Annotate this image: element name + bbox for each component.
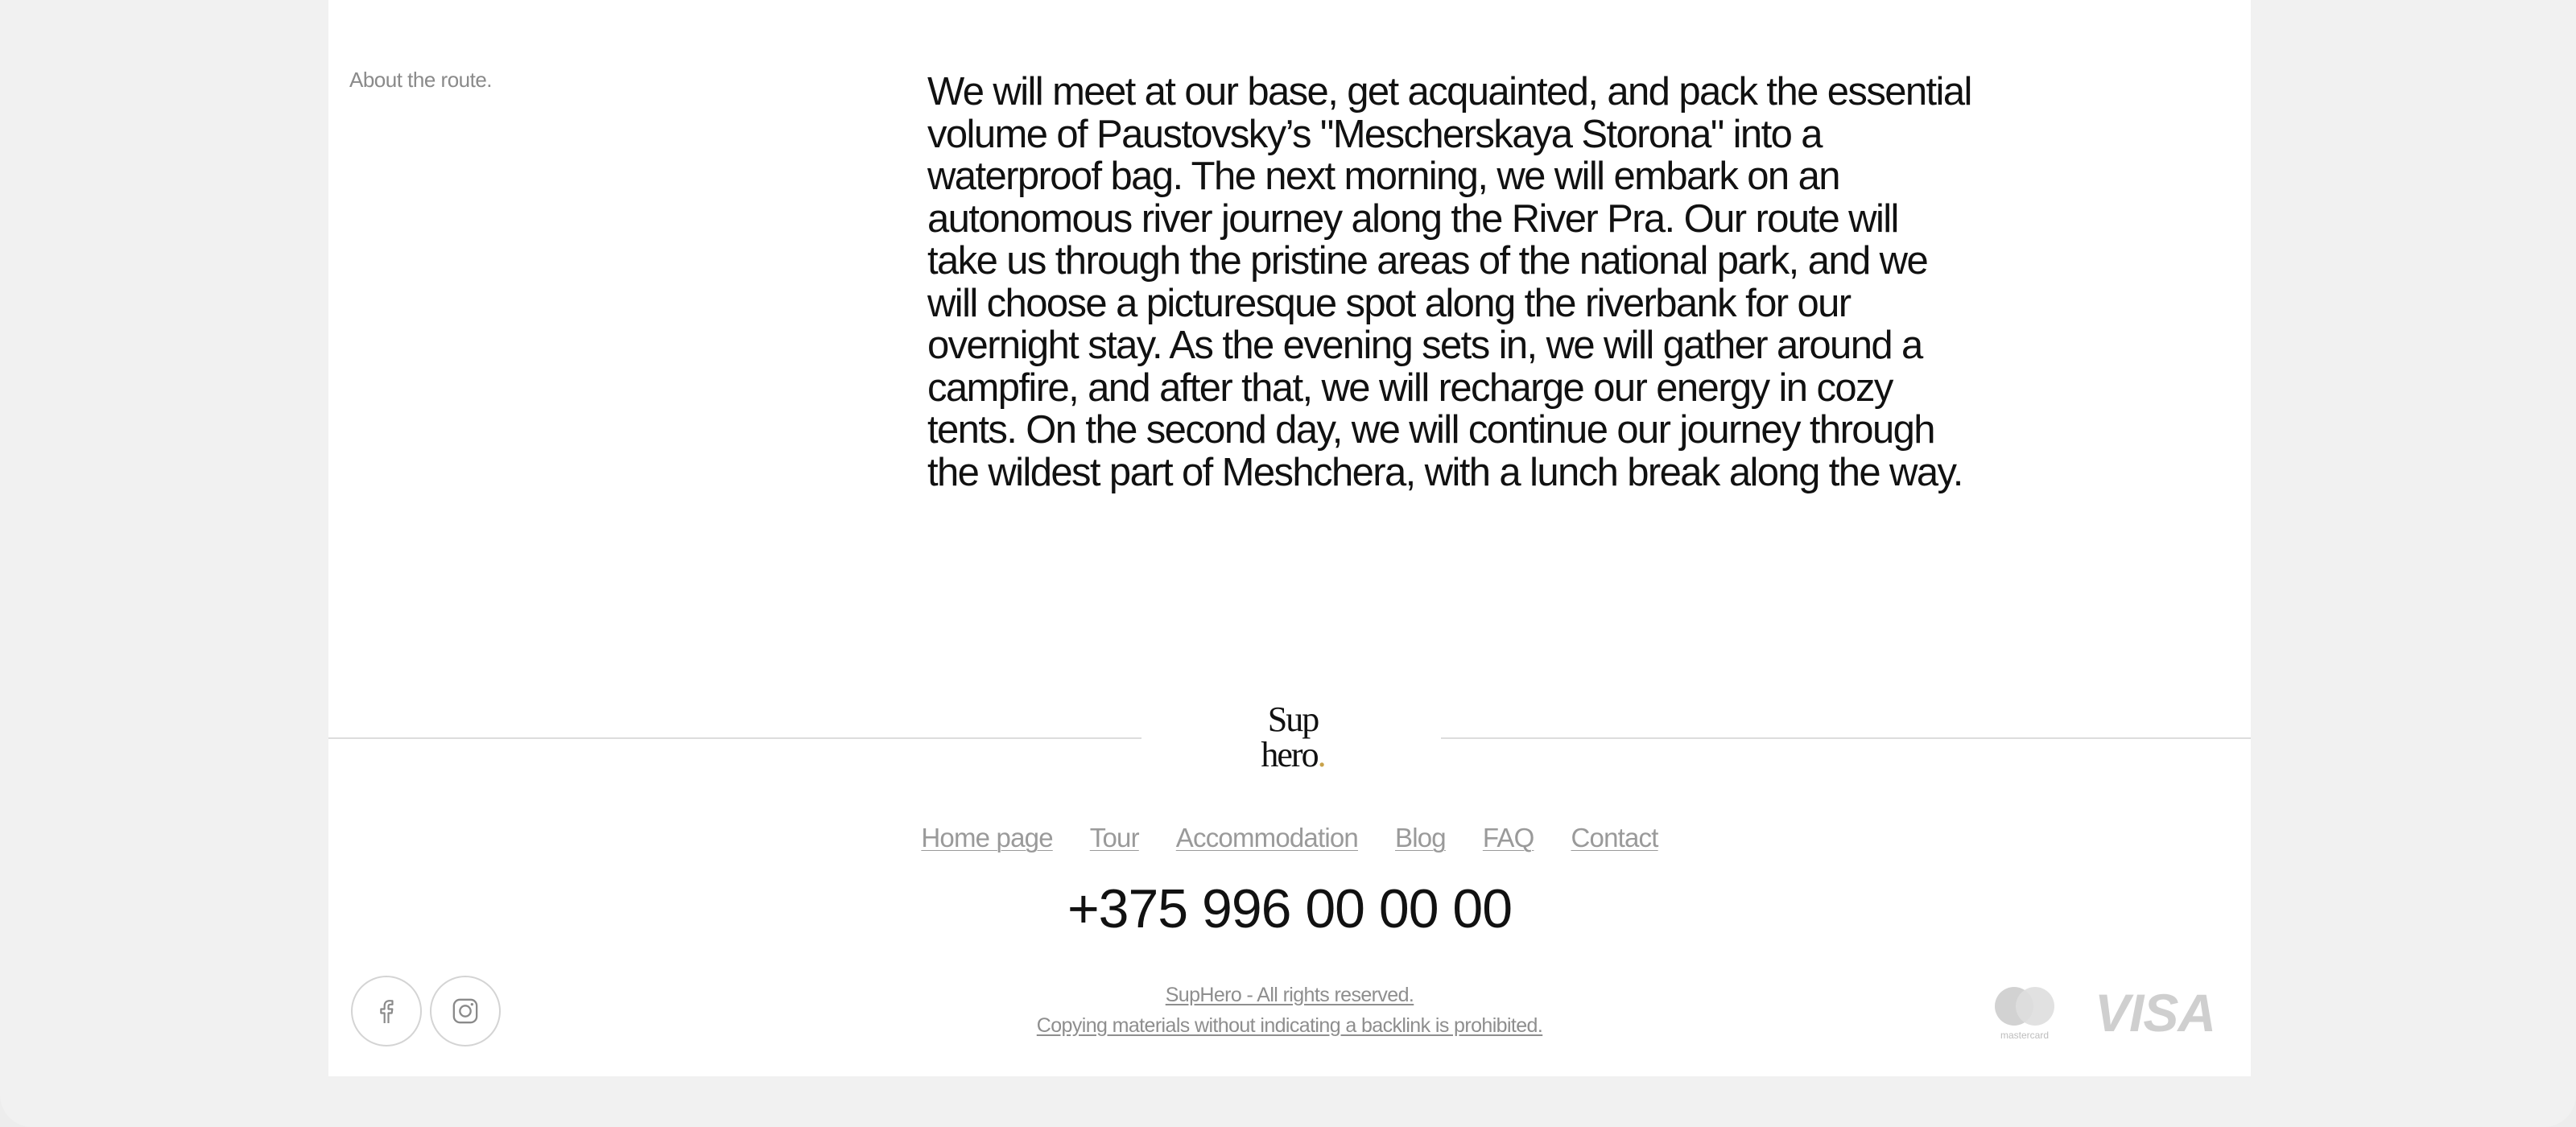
copyright-text[interactable]: SupHero - All rights reserved.	[1165, 984, 1414, 1006]
route-description: We will meet at our base, get acquainted, and pack the essential volume of Paustovsky’s "Mescherskaya Storona" into a waterproof bag. The next morning, we will embark on an autonomous river journey along the River Pra. Our route will take us through the pristine areas of the national park, and we will choose a picturesque spot along the riverbank for our overnight stay. As the evening sets in, we will gather around a campfire, and after that, we will recharge our energy in cozy tents. On the second day, we will continue our journey through the wildest part of Meshchera, with a lunch break along the way.	[927, 70, 1971, 494]
backlink-notice[interactable]: Copying materials without indicating a backlink is prohibited.	[1036, 1014, 1543, 1037]
logo-line-2: hero.	[1261, 735, 1325, 774]
suphero-logo[interactable]	[1245, 702, 1341, 773]
nav-link-tour[interactable]: Tour	[1089, 823, 1139, 852]
footer-nav	[328, 823, 2251, 853]
about-route-label: About the route.	[349, 68, 493, 92]
nav-link-contact[interactable]: Contact	[1571, 823, 1658, 852]
visa-icon: VISA	[2095, 983, 2216, 1042]
phone-number[interactable]: +375 996 00 00 00	[1067, 878, 1513, 939]
mastercard-label: mastercard	[2000, 1030, 2050, 1041]
nav-link-faq[interactable]: FAQ	[1482, 823, 1534, 852]
nav-link-accommodation[interactable]: Accommodation	[1175, 823, 1358, 852]
nav-link-home[interactable]: Home page	[921, 823, 1053, 852]
logo-line-1: Sup	[1267, 700, 1319, 739]
nav-link-blog[interactable]: Blog	[1395, 823, 1446, 852]
footer-divider-left	[328, 737, 1141, 739]
footer-divider-right	[1441, 737, 2251, 739]
mastercard-icon	[1988, 984, 2061, 1042]
content-card	[328, 0, 2251, 1076]
